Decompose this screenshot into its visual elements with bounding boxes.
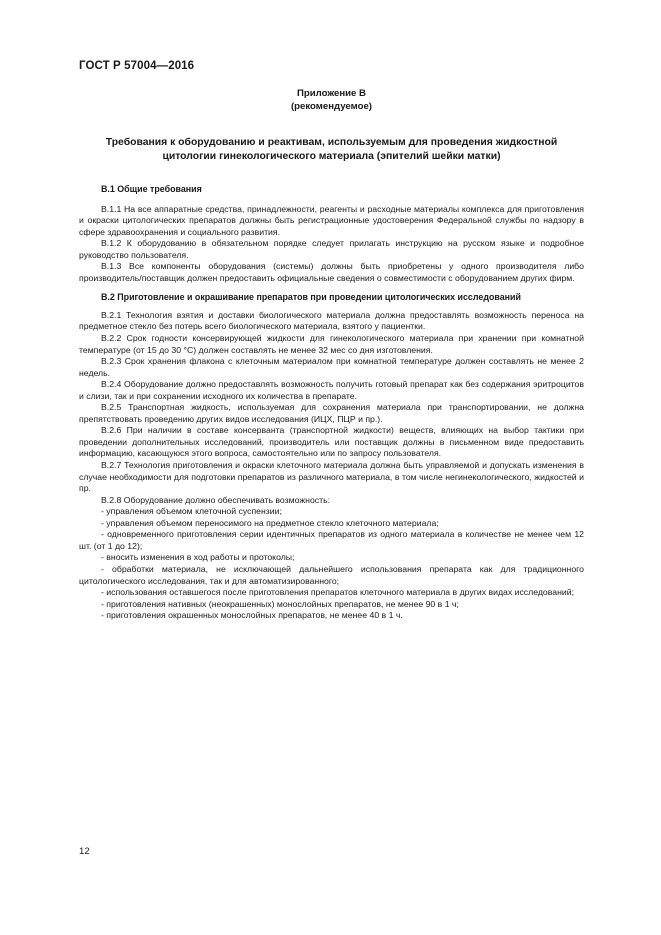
list-item: - одновременного приготовления серии идентичных препаратов из одного материала в количестве не менее чем 12 шт. (от 1 до 12); [79, 529, 584, 551]
paragraph-b-1-3: В.1.3 Все компоненты оборудования (системы) должны быть приобретены у одного производителя либо производитель/поставщик должен предоставить официальные сведения о совместимости с оборудованием других фирм. [79, 261, 584, 283]
paragraph-b-1-1: В.1.1 На все аппаратные средства, принадлежности, реагенты и расходные материалы комплекса для приготовления и окраски цитологических препаратов должны быть регистрационные удостоверения Федеральной службы по надзору в сфере здравоохранения и социального развития. [79, 203, 584, 237]
appendix-label [79, 88, 584, 113]
paragraph-b-2-4: В.2.4 Оборудование должно предоставлять возможность получить готовый препарат как без содержания эритроцитов и слизи, так и при сохранении исходного их количества в препарате. [79, 379, 584, 401]
list-item: - обработки материала, не исключающей дальнейшего использования препарата как для традиционного цитологического исследования, так и для автоматизированного; [79, 563, 584, 586]
appendix-status: (рекомендуемое) [290, 100, 372, 112]
list-item: - управления объемом переносимого на предметное стекло клеточного материала; [101, 517, 439, 528]
section-heading-general: В.1 Общие требования [101, 184, 202, 194]
page-number: 12 [79, 846, 90, 857]
list-item: - управления объемом клеточной суспензии; [101, 506, 282, 517]
paragraph-b-2-7: В.2.7 Технология приготовления и окраски клеточного материала должна быть управляемой и допускать изменения в случае необходимости для подготовки препаратов из различного материала, в том числе негинекологического, жидкостей и пр. [79, 460, 584, 494]
appendix-heading-line-2: цитологии гинекологического материала (эпителий шейки матки) [162, 150, 501, 162]
paragraph-b-2-1: В.2.1 Технология взятия и доставки биологического материала должна предоставлять возможность переноса на предметное стекло без потерь всего биологического материала, взятого у пациентки. [79, 309, 584, 332]
paragraph-b-2-3: В.2.3 Срок хранения флакона с клеточным материалом при комнатной температуре должен составлять не менее 2 недель. [79, 356, 584, 378]
paragraph-b-1-2: В.1.2 К оборудованию в обязательном порядке следует прилагать инструкцию на русском языке и подробное руководство пользователя. [79, 238, 584, 260]
appendix-heading-line-1: Требования к оборудованию и реактивам, используемым для проведения жидкостной [105, 137, 558, 148]
paragraph-b-2-6: В.2.6 При наличии в составе консерванта (транспортной жидкости) веществ, влияющих на выбор тактики при проведении дополнительных исследований, производитель или поставщик должны в письменном виде предоставить информацию, касающуюся этого вопроса, самостоятельно или по запросу пользователя. [79, 425, 584, 459]
section-heading-preparation: В.2 Приготовление и окрашивание препаратов при проведении цитологических исследований [101, 292, 521, 303]
paragraph-b-2-5: В.2.5 Транспортная жидкость, используемая для сохранения материала при транспортировании, не должна препятствовать проведению других видов исследования (ИЦХ, ПЦР и пр.). [79, 402, 584, 424]
list-item: - вносить изменения в ход работы и протоколы; [101, 552, 295, 563]
paragraph-b-2-8: В.2.8 Оборудование должно обеспечивать возможность: [101, 494, 331, 505]
paragraph-b-2-2: В.2.2 Срок годности консервирующей жидкости для гинекологического материала при хранении при комнатной температуре (от 15 до 30 °С) должен составлять не менее 32 мес со дня изготовления. [79, 333, 584, 355]
list-item: - приготовления окрашенных монослойных препаратов, не менее 40 в 1 ч. [101, 610, 403, 621]
document-body [79, 184, 584, 622]
appendix-heading [79, 136, 584, 163]
list-item: - использования оставшегося после приготовления препаратов клеточного материала в других видах исследований; [101, 587, 575, 598]
document-code: ГОСТ Р 57004—2016 [79, 60, 195, 72]
appendix-title: Приложение В [297, 88, 366, 99]
list-item: - приготовления нативных (неокрашенных) монослойных препаратов, не менее 90 в 1 ч; [101, 598, 459, 609]
